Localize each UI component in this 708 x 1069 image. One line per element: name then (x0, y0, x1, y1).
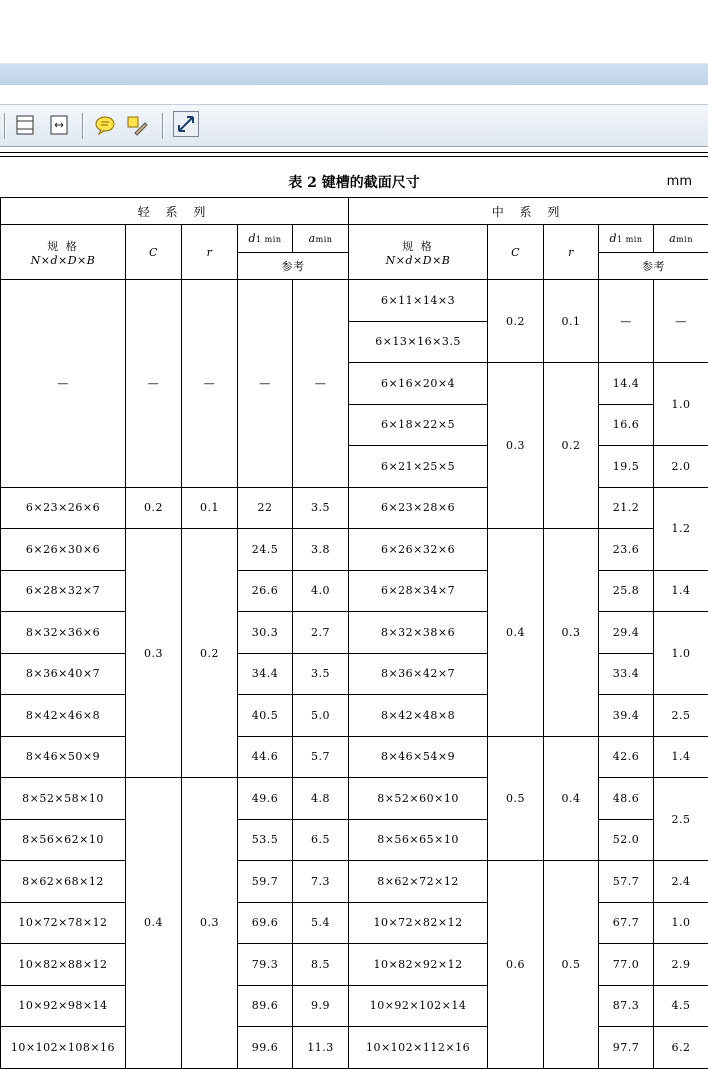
medium-spec: 6×11×14×3 (349, 280, 488, 322)
medium-c: 0.5 (488, 736, 544, 861)
light-a: 4.8 (293, 778, 349, 820)
light-d1: 26.6 (238, 570, 293, 612)
medium-d1: 42.6 (599, 736, 654, 778)
light-a: 7.3 (293, 861, 349, 903)
light-empty-a: — (293, 280, 349, 488)
medium-a-header (654, 225, 708, 253)
light-a: 9.9 (293, 985, 349, 1027)
medium-spec: 10×102×112×16 (349, 1027, 488, 1069)
medium-spec: 8×42×48×8 (349, 695, 488, 737)
medium-c: 0.6 (488, 861, 544, 1069)
medium-a: 2.5 (654, 695, 708, 737)
table-title: 表 2 键槽的截面尺寸 (288, 175, 420, 191)
d1-symbol: d (609, 232, 618, 245)
spec-label: 规 格 (402, 239, 434, 253)
spec-label: 规 格 (47, 239, 79, 253)
medium-d1: 67.7 (599, 902, 654, 944)
light-c: 0.2 (126, 487, 182, 529)
light-spec: 6×23×26×6 (1, 487, 126, 529)
medium-d1: 57.7 (599, 861, 654, 903)
medium-c: 0.3 (488, 363, 544, 529)
toolbar-separator (162, 113, 163, 139)
medium-reference-header: 参考 (599, 253, 708, 280)
medium-d1: 33.4 (599, 653, 654, 695)
medium-d1: 21.2 (599, 487, 654, 529)
light-d1: 22 (238, 487, 293, 529)
light-c: 0.4 (126, 778, 182, 1069)
medium-spec: 10×92×102×14 (349, 985, 488, 1027)
medium-d1-header (599, 225, 654, 253)
medium-d1: 29.4 (599, 612, 654, 654)
medium-d1: 19.5 (599, 446, 654, 488)
medium-a: 1.4 (654, 570, 708, 612)
light-d1: 44.6 (238, 736, 293, 778)
medium-a: 1.0 (654, 902, 708, 944)
medium-a: 4.5 (654, 985, 708, 1027)
medium-r: 0.2 (544, 363, 599, 529)
fit-width-icon[interactable] (48, 114, 70, 136)
light-d1: 79.3 (238, 944, 293, 986)
expand-button[interactable] (173, 111, 199, 137)
medium-d1: 23.6 (599, 529, 654, 571)
medium-spec: 10×72×82×12 (349, 902, 488, 944)
medium-d1: 97.7 (599, 1027, 654, 1069)
a-symbol: a (669, 232, 677, 245)
medium-c-header: C (488, 225, 544, 280)
d1-subscript: 1 min (256, 235, 282, 244)
light-a: 3.5 (293, 653, 349, 695)
light-a: 6.5 (293, 819, 349, 861)
light-a: 8.5 (293, 944, 349, 986)
fit-page-icon[interactable] (14, 114, 36, 136)
spec-formula: N×d×D×B (30, 253, 96, 267)
medium-r: 0.5 (544, 861, 599, 1069)
medium-spec: 6×13×16×3.5 (349, 321, 488, 363)
light-spec: 10×102×108×16 (1, 1027, 126, 1069)
light-spec: 10×72×78×12 (1, 902, 126, 944)
light-c: 0.3 (126, 529, 182, 778)
light-spec: 8×62×68×12 (1, 861, 126, 903)
medium-a: 1.4 (654, 736, 708, 778)
comment-icon[interactable] (94, 114, 116, 136)
medium-d1: 14.4 (599, 363, 654, 405)
medium-a: 2.9 (654, 944, 708, 986)
light-c-header: C (126, 225, 182, 280)
medium-a: 1.2 (654, 487, 708, 570)
light-spec: 6×28×32×7 (1, 570, 126, 612)
light-d1: 99.6 (238, 1027, 293, 1069)
medium-a: 1.0 (654, 363, 708, 446)
light-a: 2.7 (293, 612, 349, 654)
light-spec: 8×46×50×9 (1, 736, 126, 778)
medium-spec: 6×21×25×5 (349, 446, 488, 488)
light-a-header (293, 225, 349, 253)
light-spec: 10×82×88×12 (1, 944, 126, 986)
medium-series-header: 中 系 列 (349, 198, 708, 225)
expand-icon (174, 112, 198, 136)
light-a: 5.7 (293, 736, 349, 778)
light-d1: 59.7 (238, 861, 293, 903)
medium-spec: 6×26×32×6 (349, 529, 488, 571)
d1-symbol: d (248, 232, 257, 245)
light-empty-r: — (182, 280, 238, 488)
medium-spec: 10×82×92×12 (349, 944, 488, 986)
medium-spec: 6×28×34×7 (349, 570, 488, 612)
light-empty-spec: — (1, 280, 126, 488)
medium-d1: 25.8 (599, 570, 654, 612)
light-d1-header (238, 225, 293, 253)
light-r-header: r (182, 225, 238, 280)
medium-spec: 6×16×20×4 (349, 363, 488, 405)
light-spec: 8×36×40×7 (1, 653, 126, 695)
a-subscript: min (676, 235, 693, 244)
medium-r: 0.4 (544, 736, 599, 861)
spline-dimension-table (0, 197, 708, 1069)
window-title-bar (0, 63, 708, 85)
d1-subscript: 1 min (617, 235, 643, 244)
medium-a: 2.4 (654, 861, 708, 903)
viewer-toolbar (0, 104, 708, 147)
page-rule-top (0, 152, 708, 153)
medium-r-header: r (544, 225, 599, 280)
medium-d1: — (599, 280, 654, 363)
light-d1: 24.5 (238, 529, 293, 571)
medium-spec: 6×23×28×6 (349, 487, 488, 529)
medium-spec: 8×46×54×9 (349, 736, 488, 778)
light-spec: 6×26×30×6 (1, 529, 126, 571)
medium-spec-header (349, 225, 488, 280)
medium-d1: 16.6 (599, 404, 654, 446)
medium-d1: 39.4 (599, 695, 654, 737)
light-spec: 10×92×98×14 (1, 985, 126, 1027)
medium-spec: 8×36×42×7 (349, 653, 488, 695)
light-spec: 8×56×62×10 (1, 819, 126, 861)
medium-spec: 8×56×65×10 (349, 819, 488, 861)
light-r: 0.3 (182, 778, 238, 1069)
light-d1: 30.3 (238, 612, 293, 654)
light-d1: 53.5 (238, 819, 293, 861)
page-rule-bottom (0, 156, 708, 157)
light-a: 4.0 (293, 570, 349, 612)
light-a: 3.8 (293, 529, 349, 571)
medium-a: 1.0 (654, 612, 708, 695)
medium-spec: 8×32×38×6 (349, 612, 488, 654)
light-a: 5.4 (293, 902, 349, 944)
medium-r: 0.1 (544, 280, 599, 363)
toolbar-separator (4, 113, 5, 139)
medium-a: 2.5 (654, 778, 708, 861)
light-d1: 40.5 (238, 695, 293, 737)
medium-d1: 87.3 (599, 985, 654, 1027)
highlight-icon[interactable] (126, 114, 148, 136)
medium-a: — (654, 280, 708, 363)
light-empty-c: — (126, 280, 182, 488)
light-r: 0.2 (182, 529, 238, 778)
light-d1: 69.6 (238, 902, 293, 944)
unit-label: mm (666, 174, 692, 189)
light-d1: 49.6 (238, 778, 293, 820)
medium-spec: 8×62×72×12 (349, 861, 488, 903)
toolbar-separator (82, 113, 83, 139)
medium-r: 0.3 (544, 529, 599, 737)
light-a: 5.0 (293, 695, 349, 737)
light-reference-header: 参考 (238, 253, 349, 280)
medium-d1: 77.0 (599, 944, 654, 986)
light-a: 3.5 (293, 487, 349, 529)
medium-spec: 6×18×22×5 (349, 404, 488, 446)
light-spec-header (1, 225, 126, 280)
medium-d1: 48.6 (599, 778, 654, 820)
light-empty-d1: — (238, 280, 293, 488)
a-symbol: a (308, 232, 316, 245)
medium-c: 0.4 (488, 529, 544, 737)
light-d1: 34.4 (238, 653, 293, 695)
light-series-header: 轻 系 列 (1, 198, 349, 225)
medium-c: 0.2 (488, 280, 544, 363)
light-r: 0.1 (182, 487, 238, 529)
a-subscript: min (315, 235, 333, 244)
light-spec: 8×52×58×10 (1, 778, 126, 820)
light-a: 11.3 (293, 1027, 349, 1069)
light-spec: 8×32×36×6 (1, 612, 126, 654)
medium-a: 6.2 (654, 1027, 708, 1069)
medium-a: 2.0 (654, 446, 708, 488)
light-spec: 8×42×46×8 (1, 695, 126, 737)
medium-d1: 52.0 (599, 819, 654, 861)
medium-spec: 8×52×60×10 (349, 778, 488, 820)
light-d1: 89.6 (238, 985, 293, 1027)
spec-formula: N×d×D×B (385, 253, 451, 267)
